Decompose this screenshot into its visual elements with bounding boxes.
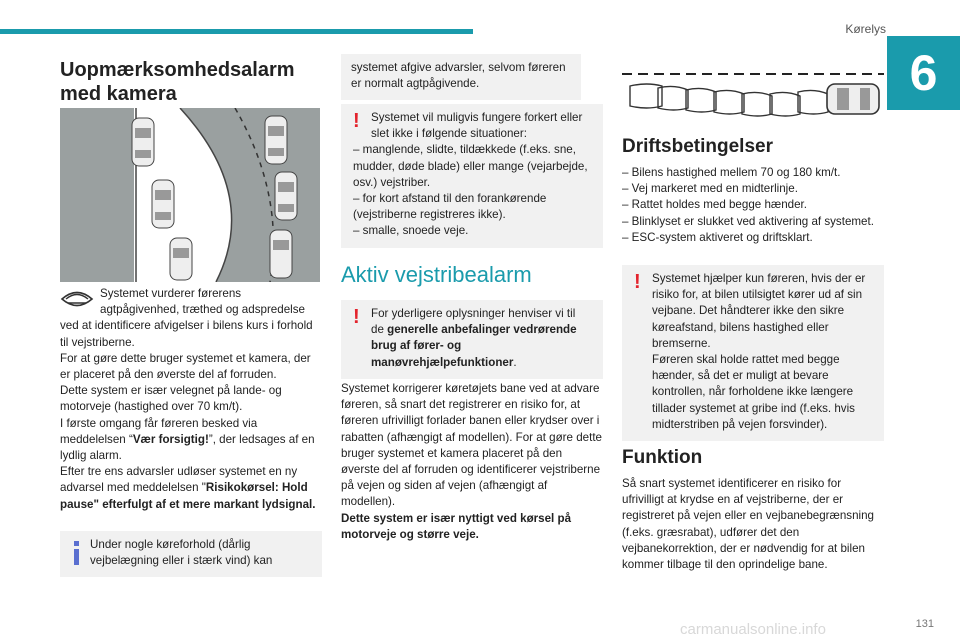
paragraph: Systemet korrigerer køretøjets bane ved at advare føreren, så snart det registrerer en risiko for, at føreren ufrivilligt forlader banen eller krydser over i rabatten (afhængigt af modellen). For at gøre dette bruger systemet et kamera placeret på den øverste del af forruden og identificerer vejstriberne på vejen og siden af vejen (afhængigt af modellen). [341, 382, 603, 509]
exclamation-icon: ! [353, 306, 360, 328]
section-heading: Aktiv vejstribealarm [341, 262, 532, 287]
exclamation-icon: ! [634, 271, 641, 293]
paragraph: I første omgang får føreren besked via meddelelsen “Vær forsigtig!”, der ledsages af en lydlig alarm. [60, 416, 315, 463]
list-item: – Vej markeret med en midterlinje. [622, 182, 798, 196]
list-item: – ESC-system aktiveret og driftsklart. [622, 230, 813, 244]
watermark: carmanualsonline.info [680, 621, 826, 638]
warning-box [622, 265, 884, 441]
warning-box [341, 300, 603, 379]
list-item: – Bilens hastighed mellem 70 og 180 km/t. [622, 166, 841, 179]
warning-item: – smalle, snoede veje. [353, 224, 469, 238]
top-accent-bar [0, 29, 473, 34]
car-illustration [265, 116, 287, 164]
warning-text: Systemet hjælper kun føreren, hvis der er risiko for, at bilen utilsigtet kører ud af sin vejbane. Det håndterer ikke den sikre køreafstand, bilens hastighed eller bremserne. [652, 272, 866, 350]
page-title: Uopmærksomhedsalarm med kamera [60, 59, 295, 105]
page-number: 131 [915, 618, 934, 630]
info-text-continued: systemet afgive advarsler, selvom føreren er normalt agtpågivende. [351, 61, 566, 91]
intro-text: Systemet vurderer førerens agtpågivenhed, træthed og adspredelse ved at identificere afvigelser i bilens kurs i forhold til vejstriberne. [60, 287, 313, 349]
info-text: Under nogle køreforhold (dårlig vejbelægning eller i stærk vind) kan [90, 538, 273, 568]
paragraph: Dette system er især velegnet på lande- og motorveje (hastighed over 70 km/t). [60, 384, 282, 414]
car-illustration [170, 238, 192, 280]
car-illustration [152, 180, 174, 228]
car-illustration [132, 118, 154, 166]
intro-block [60, 286, 322, 513]
list-item: – Rattet holdes med begge hænder. [622, 198, 807, 212]
warning-text: For yderligere oplysninger henviser vi til de generelle anbefalinger vedrørende brug af fører- og manøvrehjælpefunktioner. [371, 307, 577, 369]
exclamation-icon: ! [353, 110, 360, 132]
lane-keeping-illustration [622, 60, 884, 122]
paragraph: Efter tre ens advarsler udløser systemet en ny advarsel med meddelelsen "Risikokørsel: Hold pause" efterfulgt af et mere markant lydsignal. [60, 465, 316, 511]
car-illustration [275, 172, 297, 220]
info-icon [74, 541, 79, 565]
paragraph: For at gøre dette bruger systemet et kamera, der er placeret på den øverste del af forruden. [60, 351, 311, 382]
warning-item: – for kort afstand til den forankørende (vejstriberne registreres ikke). [353, 192, 547, 222]
car-illustration [827, 84, 879, 114]
conditions-list [622, 165, 884, 246]
section-heading: Funktion [622, 447, 703, 468]
paragraph: Så snart systemet identificerer en risiko for ufrivilligt at krydse en af vejstriberne, der er registreret på vejen eller en vejbanebegrænsning (f.eks. græsrabat), udfører det den vejbanekorrektion, der er nødvendig for at bilen kommer tilbage til den oprindelige bane. [622, 477, 874, 572]
body-text [341, 381, 603, 543]
warning-title: Systemet vil muligvis fungere forkert eller slet ikke i følgende situationer: [371, 111, 583, 141]
section-heading: Driftsbetingelser [622, 136, 773, 157]
warning-text: Føreren skal holde rattet med begge hænder, så det er muligt at bevare kontrollen, når forholdene ikke længere tillader systemet at gribe ind (f.eks. hvis midterstriben på vejen forsvinder). [652, 353, 855, 431]
warning-box [341, 104, 603, 248]
warning-item: – manglende, slidte, tildækkede (f.eks. sne, mudder, døde blade) eller mange (vejarbejde, osv.) vejstriber. [353, 143, 588, 189]
car-illustration [270, 230, 292, 278]
section-name: Kørelys [845, 22, 886, 36]
paragraph-bold: Dette system er især nyttigt ved kørsel på motorveje og større veje. [341, 511, 572, 541]
info-box-continued [341, 54, 581, 100]
list-item: – Blinklyset er slukket ved aktivering af systemet. [622, 214, 874, 228]
chapter-tab: 6 [887, 36, 960, 110]
info-box [60, 531, 322, 577]
camera-dashboard-icon [60, 286, 94, 312]
function-text [622, 476, 884, 573]
road-illustration [60, 108, 320, 282]
